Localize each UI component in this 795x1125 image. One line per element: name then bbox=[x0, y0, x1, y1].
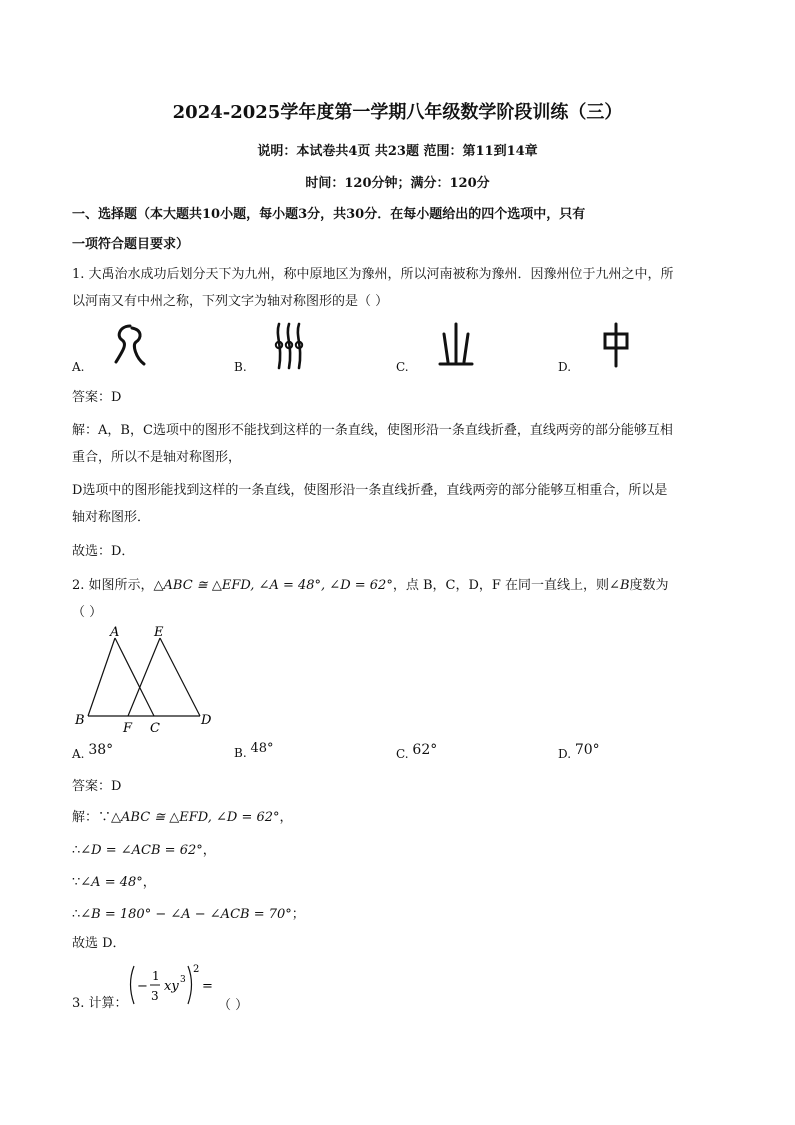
q2-stem-line1 bbox=[72, 574, 669, 593]
label-d: D bbox=[201, 713, 212, 728]
q2-option-c bbox=[396, 742, 438, 762]
q1-option-a-label: A. bbox=[72, 360, 85, 374]
side-ed bbox=[160, 638, 200, 716]
section-heading-line2: 一项符合题目要求） bbox=[72, 237, 190, 252]
label-f: F bbox=[123, 721, 133, 736]
q2-condition: △ABC ≅ △EFD, ∠A = 48°, ∠D = 62° bbox=[153, 578, 393, 593]
q2-suffix: 度数为 bbox=[629, 578, 669, 593]
q2-option-b bbox=[234, 741, 274, 761]
q1-option-d-label: D. bbox=[558, 360, 572, 374]
q2-sol2-prefix: ∴ bbox=[72, 843, 81, 858]
q3-prefix: 3. 计算： bbox=[72, 996, 128, 1011]
q2-option-d-letter: D. bbox=[558, 747, 572, 761]
q1-solution-line2: 重合，所以不是轴对称图形， bbox=[72, 450, 242, 465]
q1-option-c-glyph bbox=[436, 320, 476, 370]
label-c: C bbox=[150, 721, 160, 736]
exam-time: 时间：120分钟；满分：120分 bbox=[305, 176, 490, 191]
q2-option-d-value: 70° bbox=[574, 742, 600, 758]
q2-answer: 答案：D bbox=[72, 779, 122, 794]
label-a: A bbox=[110, 625, 120, 640]
q2-solution-line3 bbox=[72, 871, 156, 890]
q1-solution-line1: 解：A，B，C选项中的图形不能找到这样的一条直线，使图形沿一条直线折叠，直线两旁的部分能够互相 bbox=[72, 423, 673, 438]
q2-option-c-value: 62° bbox=[412, 742, 438, 758]
q1-conclusion: 故选：D． bbox=[72, 544, 135, 559]
q2-sol3-prefix: ∵ bbox=[72, 875, 81, 890]
q1-option-b-glyph bbox=[272, 320, 306, 372]
q1-option-b-label: B. bbox=[234, 360, 247, 374]
q2-sol4-end: ； bbox=[291, 907, 305, 922]
q2-option-c-letter: C. bbox=[396, 747, 409, 761]
q3-den: 3 bbox=[151, 989, 159, 1003]
q1-stem-line2: 以河南又有中州之称，下列文字为轴对称图形的是（ ） bbox=[72, 294, 389, 309]
q2-solution-line2 bbox=[72, 839, 216, 858]
q1-solution-line3: D选项中的图形能找到这样的一条直线，使图形沿一条直线折叠，直线两旁的部分能够互相重合，所以是 bbox=[72, 483, 668, 498]
q3-paren: （ ） bbox=[218, 998, 249, 1013]
q1-option-c-label: C. bbox=[396, 360, 409, 374]
page-title: 2024-2025学年度第一学期八年级数学阶段训练（三） bbox=[172, 102, 623, 123]
q2-solution-line4 bbox=[72, 903, 305, 922]
q2-middle: ，点 B，C，D，F 在同一直线上，则 bbox=[392, 578, 610, 593]
exam-note: 说明：本试卷共4页 共23题 范围：第11到14章 bbox=[257, 144, 538, 159]
q3-num: 1 bbox=[152, 969, 160, 983]
q2-angle: ∠B bbox=[609, 578, 630, 593]
side-fe bbox=[128, 638, 160, 716]
q2-option-a-value: 38° bbox=[88, 742, 114, 758]
side-ac bbox=[115, 638, 154, 716]
q2-option-b-value: 48° bbox=[250, 741, 274, 756]
q3-minus: − bbox=[137, 979, 148, 994]
q2-paren: （ ） bbox=[72, 605, 103, 620]
q1-option-a-glyph bbox=[108, 318, 150, 372]
q3-inner-exp: 3 bbox=[180, 975, 186, 985]
q2-triangle-figure bbox=[72, 624, 222, 738]
side-ba bbox=[88, 638, 115, 716]
q2-sol1-end: ， bbox=[279, 810, 293, 825]
q1-option-d-glyph bbox=[600, 322, 632, 370]
q1-solution-line4: 轴对称图形． bbox=[72, 510, 151, 525]
q3-outer-exp: 2 bbox=[193, 964, 200, 975]
q2-solution-line1 bbox=[72, 806, 293, 825]
q2-option-a-letter: A. bbox=[72, 747, 85, 761]
q2-sol4-prefix: ∴ bbox=[72, 907, 81, 922]
q2-prefix: 2. 如图所示， bbox=[72, 578, 154, 593]
q2-sol4-math: ∠B = 180° − ∠A − ∠ACB = 70° bbox=[80, 907, 292, 922]
q2-conclusion: 故选 D． bbox=[72, 936, 126, 951]
q3-var: xy bbox=[164, 979, 179, 994]
q2-sol3-math: ∠A = 48° bbox=[80, 875, 143, 890]
section-heading-line1: 一、选择题（本大题共10小题，每小题3分，共30分．在每小题给出的四个选项中，只有 bbox=[72, 207, 586, 222]
q2-option-b-letter: B. bbox=[234, 746, 247, 760]
q2-sol1-math: △ABC ≅ △EFD, ∠D = 62° bbox=[111, 810, 280, 825]
q1-stem-line1: 1. 大禹治水成功后划分天下为九州，称中原地区为豫州，所以河南被称为豫州．因豫州位于九州之中，所 bbox=[72, 267, 674, 282]
q1-answer: 答案：D bbox=[72, 390, 122, 405]
label-b: B bbox=[75, 713, 85, 728]
q2-sol2-end: ， bbox=[202, 843, 216, 858]
q2-option-a bbox=[72, 742, 114, 762]
q2-sol3-end: ， bbox=[142, 875, 156, 890]
q2-sol2-math: ∠D = ∠ACB = 62° bbox=[80, 843, 203, 858]
q2-option-d bbox=[558, 742, 600, 762]
label-e: E bbox=[154, 625, 164, 640]
q3-equals: = bbox=[202, 979, 213, 994]
q2-sol1-prefix: 解：∵ bbox=[72, 810, 112, 825]
